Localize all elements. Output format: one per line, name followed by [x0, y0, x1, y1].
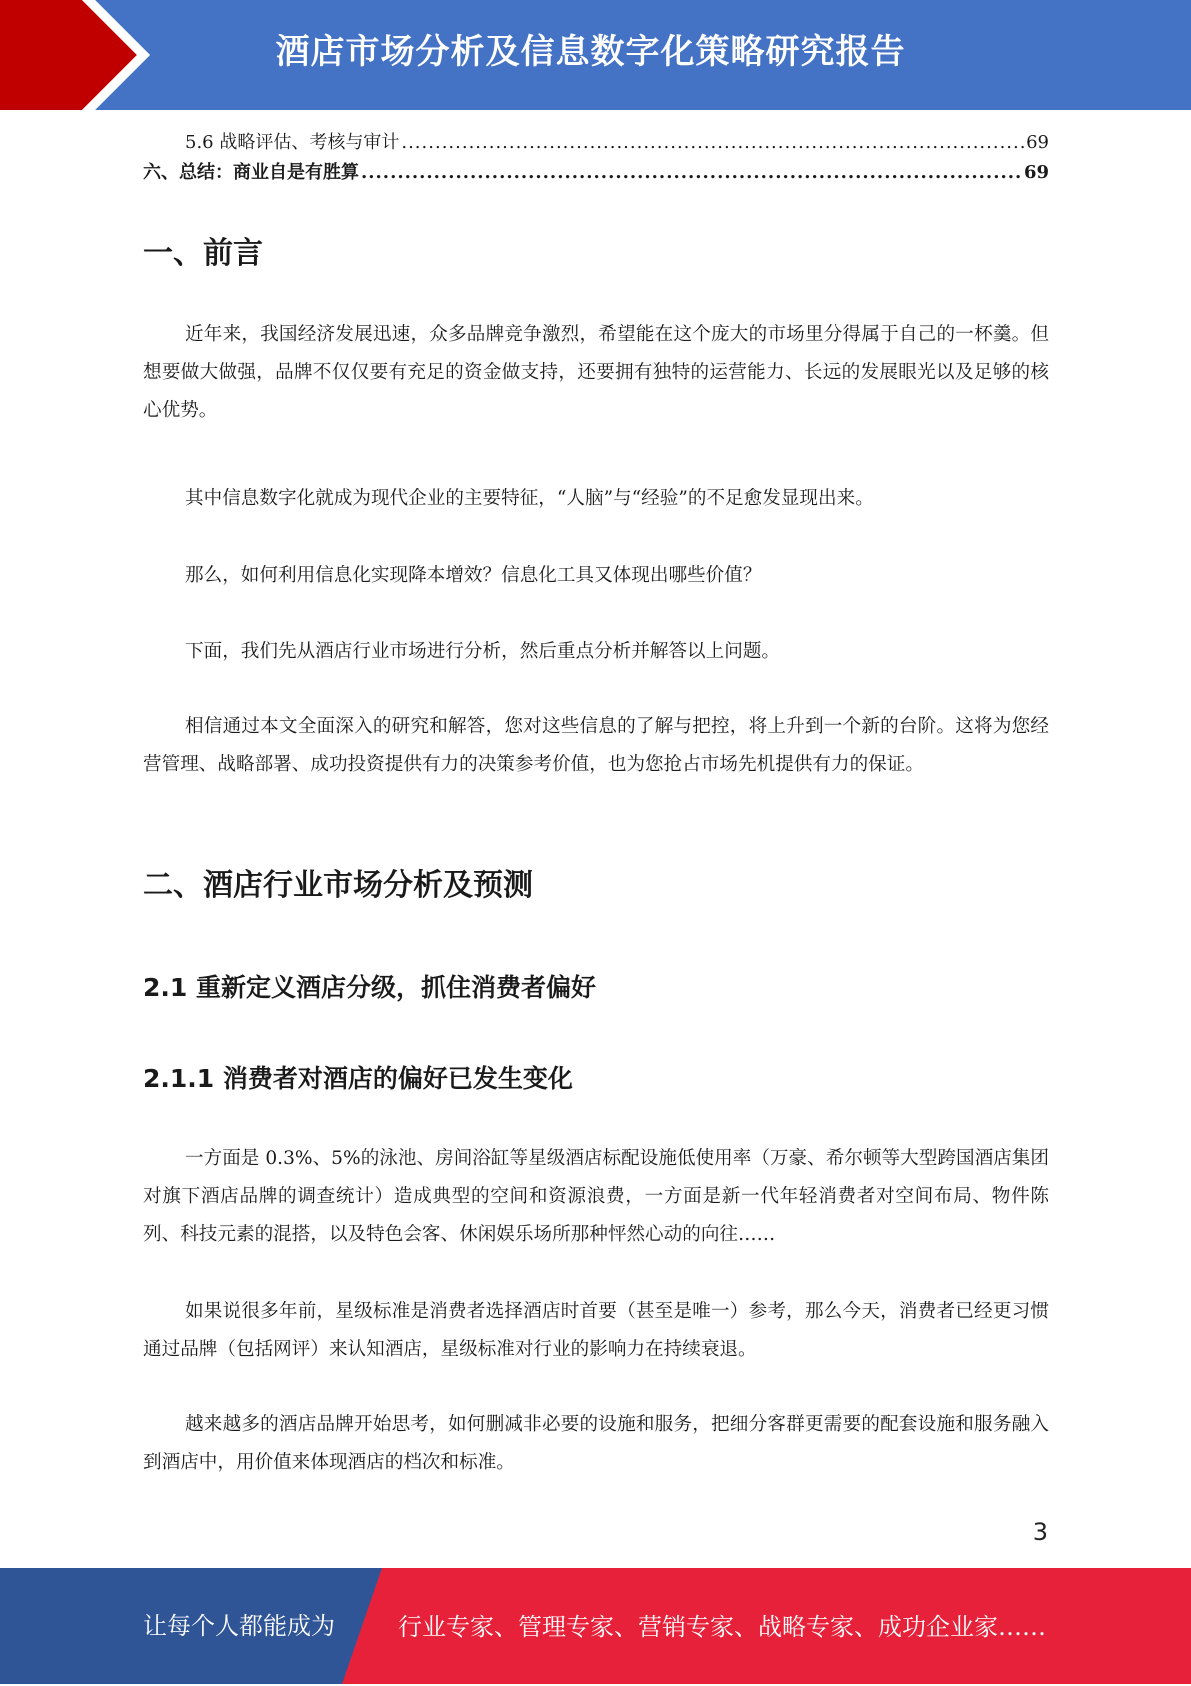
report-title — [150, 0, 1171, 110]
paragraph: 其中信息数字化就成为现代企业的主要特征，“人脑”与“经验”的不足愈发显现出来。 — [185, 488, 874, 509]
section-heading-market-analysis: 二、酒店行业市场分析及预测 — [143, 868, 533, 903]
paragraph: 越来越多的酒店品牌开始思考，如何删减非必要的设施和服务，把细分客群更需要的配套设施和服务融入到酒店中，用价值来体现酒店的档次和标准。 — [143, 1414, 1049, 1473]
toc-entry[interactable] — [143, 158, 1049, 188]
footer-slogan-right: 行业专家、管理专家、营销专家、战略专家、成功企业家…… — [398, 1613, 1046, 1641]
toc-entry-page: 69 — [1026, 132, 1049, 153]
paragraph: 那么，如何利用信息化实现降本增效？信息化工具又体现出哪些价值？ — [185, 565, 762, 586]
toc-entry[interactable] — [143, 128, 1049, 158]
section-heading-preface: 一、前言 — [143, 236, 263, 271]
paragraph: 如果说很多年前，星级标准是消费者选择酒店时首要（甚至是唯一）参考，那么今天，消费者已经更习惯通过品牌（包括网评）来认知酒店，星级标准对行业的影响力在持续衰退。 — [143, 1301, 1049, 1360]
paragraph: 一方面是 0.3%、5%的泳池、房间浴缸等星级酒店标配设施低使用率（万豪、希尔顿等大型跨国酒店集团对旗下酒店品牌的调查统计）造成典型的空间和资源浪费，一方面是新一代年轻消费者对空间布局、物件陈列、科技元素的混搭，以及特色会客、休闲娱乐场所那种怦然心动的向往…… — [143, 1148, 1049, 1245]
report-title-text: 酒店市场分析及信息数字化策略研究报告 — [275, 32, 906, 72]
toc-leader-dots — [361, 158, 1022, 188]
toc-entry-page: 69 — [1023, 162, 1049, 183]
paragraph: 相信通过本文全面深入的研究和解答，您对这些信息的了解与把控，将上升到一个新的台阶。这将为您经营管理、战略部署、成功投资提供有力的决策参考价值，也为您抢占市场先机提供有力的保证。 — [143, 716, 1049, 775]
footer-slogan-left: 让每个人都能成为 — [143, 1612, 335, 1640]
page-number: 3 — [1032, 1518, 1048, 1546]
subsubsection-heading: 2.1.1 消费者对酒店的偏好已发生变化 — [143, 1064, 573, 1093]
toc-entry-label: 六、总结：商业自是有胜算 — [143, 162, 359, 183]
paragraph: 下面，我们先从酒店行业市场进行分析，然后重点分析并解答以上问题。 — [185, 641, 781, 662]
toc-leader-dots — [401, 128, 1024, 158]
page-footer — [0, 1568, 1191, 1684]
subsection-heading: 2.1 重新定义酒店分级，抓住消费者偏好 — [143, 973, 596, 1002]
toc-entry-label: 5.6 战略评估、考核与审计 — [185, 132, 400, 153]
paragraph: 近年来，我国经济发展迅速，众多品牌竞争激烈，希望能在这个庞大的市场里分得属于自己的一杯羹。但想要做大做强，品牌不仅仅要有充足的资金做支持，还要拥有独特的运营能力、长远的发展眼光以及足够的核心优势。 — [143, 324, 1049, 421]
page-header — [0, 0, 1191, 110]
